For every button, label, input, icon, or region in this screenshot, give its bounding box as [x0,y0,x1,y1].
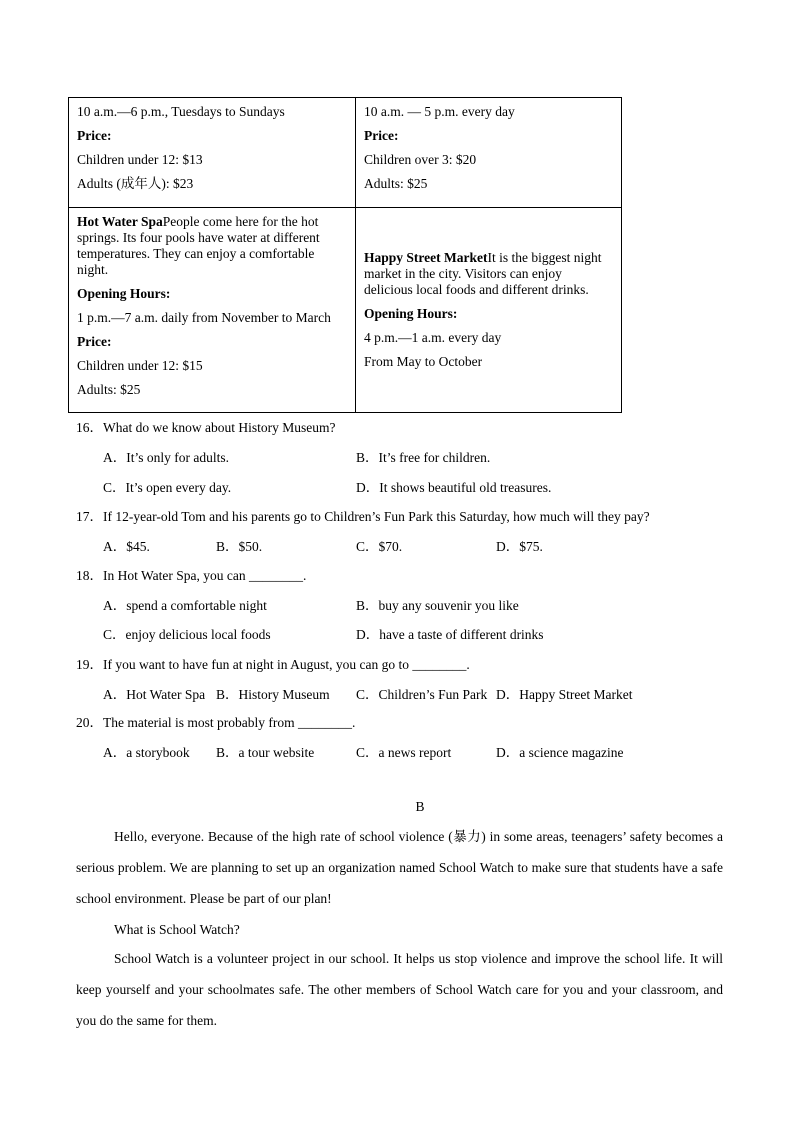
table-row [69,208,622,413]
opening-months-text: From May to October [364,354,483,369]
opening-hours-text: 1 p.m.—7 a.m. daily from November to March [77,310,331,325]
question-17-stem: 17．If 12-year-old Tom and his parents go to Children’s Fun Park this Saturday, how much will they pay? [76,509,650,524]
price-children: Children under 12: $13 [77,152,203,167]
happy-street-market-cell [356,208,622,413]
question-20-stem: 20．The material is most probably from ________. [76,715,356,730]
question-19-option-b: B．History Museum [216,687,330,702]
question-16-stem: 16．What do we know about History Museum? [76,420,336,435]
opening-hours-text: 4 p.m.—1 a.m. every day [364,330,502,345]
price-adults: Adults: $25 [77,382,141,397]
price-children: Children under 12: $15 [77,358,203,373]
opening-hours-label: Opening Hours: [364,306,458,321]
question-19-option-c: C．Children’s Fun Park [356,687,488,702]
opening-hours-label: Opening Hours: [77,286,171,301]
question-16-option-a: A．It’s only for adults. [103,450,229,465]
question-19-option-d: D．Happy Street Market [496,687,633,702]
question-17-option-a: A．$45. [103,539,150,554]
question-18-option-c: C．enjoy delicious local foods [103,627,271,642]
question-17-option-d: D．$75. [496,539,543,554]
attraction-name: Hot Water Spa [77,214,163,229]
question-16-option-d: D．It shows beautiful old treasures. [356,480,552,495]
attraction-desc-text: People come here for the hot springs. Its four pools have water at different temperatures. They can enjoy a comfortable night. [77,214,320,277]
passage-paragraph: School Watch is a volunteer project in our school. It helps us stop violence and improve the school life. It will keep yourself and your schoolmates safe. The other members of School Watch care for you and your classroom, and you do the same for them. [76,951,723,1028]
question-17-option-b: B．$50. [216,539,263,554]
question-19-option-a: A．Hot Water Spa [103,687,206,702]
attraction-description [77,214,347,278]
childrens-fun-park-cell [356,98,622,208]
question-20-option-b: B．a tour website [216,745,315,760]
passage-paragraph: Hello, everyone. Because of the high rate of school violence (暴力) in some areas, teenagers’ safety becomes a serious problem. We are planning to set up an organization named School Watch to make sure that students have a safe school environment. Please be part of our plan! [76,829,723,906]
opening-hours-text: 10 a.m. — 5 p.m. every day [364,104,515,119]
question-20-option-a: A．a storybook [103,745,190,760]
price-label: Price: [77,128,112,143]
question-17-option-c: C．$70. [356,539,403,554]
price-children: Children over 3: $20 [364,152,477,167]
price-adults: Adults: $25 [364,176,428,191]
history-museum-cell [69,98,356,208]
question-20-option-d: D．a science magazine [496,745,624,760]
price-adults: Adults (成年人): $23 [77,176,194,191]
question-16-option-c: C．It’s open every day. [103,480,232,495]
table-row [69,98,622,208]
price-label: Price: [364,128,399,143]
passage-subheading: What is School Watch? [114,922,240,937]
question-19-stem: 19．If you want to have fun at night in August, you can go to ________. [76,657,470,672]
question-18-option-d: D．have a taste of different drinks [356,627,544,642]
attraction-desc-text: It is the biggest night market in the city. Visitors can enjoy delicious local foods and different drinks. [364,250,602,297]
question-20-option-c: C．a news report [356,745,452,760]
hot-water-spa-cell [69,208,356,413]
question-18-stem: 18．In Hot Water Spa, you can ________. [76,568,307,583]
attractions-table [68,97,622,413]
attraction-description [364,250,613,298]
attraction-name: Happy Street Market [364,250,488,265]
question-18-option-a: A．spend a comfortable night [103,598,267,613]
section-title: B [415,799,425,814]
question-18-option-b: B．buy any souvenir you like [356,598,519,613]
price-label: Price: [77,334,112,349]
question-16-option-b: B．It’s free for children. [356,450,491,465]
opening-hours-text: 10 a.m.—6 p.m., Tuesdays to Sundays [77,104,285,119]
